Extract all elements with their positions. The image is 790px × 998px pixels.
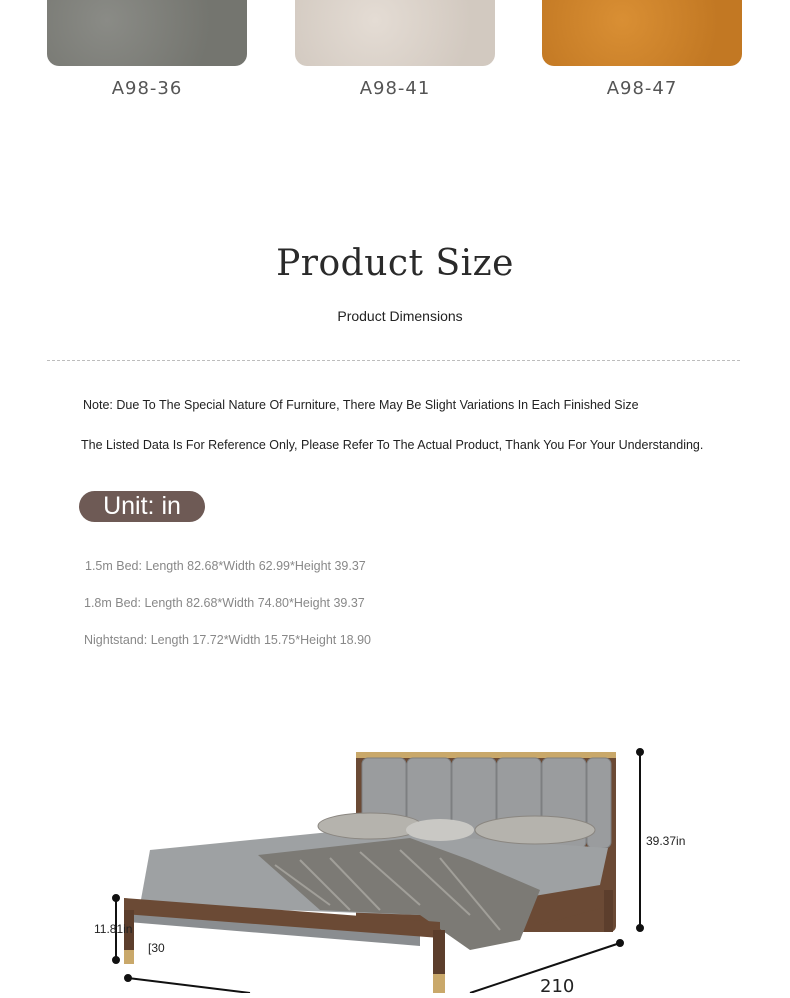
swatch-a98-41[interactable] [295, 0, 495, 66]
length-measurement: 210 [540, 976, 575, 997]
swatch-a98-36[interactable] [47, 0, 247, 66]
section-title: Product Size [276, 243, 514, 284]
dimension-line-bed-18: 1.8m Bed: Length 82.68*Width 74.80*Height 39.37 [84, 596, 365, 610]
dashed-divider [47, 360, 740, 361]
dimension-line-bed-15: 1.5m Bed: Length 82.68*Width 62.99*Height 39.37 [85, 559, 366, 573]
swatch-label: A98-47 [606, 78, 678, 99]
leg-height-measurement: 11.81in [94, 922, 133, 936]
height-measurement: 39.37in [646, 834, 686, 848]
side-measurement: [30 [148, 941, 165, 955]
variation-note: Note: Due To The Special Nature Of Furniture, There May Be Slight Variations In Each Finished Size [83, 398, 639, 412]
dimension-line-nightstand: Nightstand: Length 17.72*Width 15.75*Height 18.90 [84, 633, 372, 647]
section-subtitle: Product Dimensions [337, 308, 463, 324]
swatch-label: A98-41 [359, 78, 431, 99]
reference-note: The Listed Data Is For Reference Only, Please Refer To The Actual Product, Thank You For Your Understanding. [81, 438, 704, 452]
swatch-label: A98-36 [111, 78, 183, 99]
unit-badge: Unit: in [79, 491, 205, 522]
swatch-a98-47[interactable] [542, 0, 742, 66]
